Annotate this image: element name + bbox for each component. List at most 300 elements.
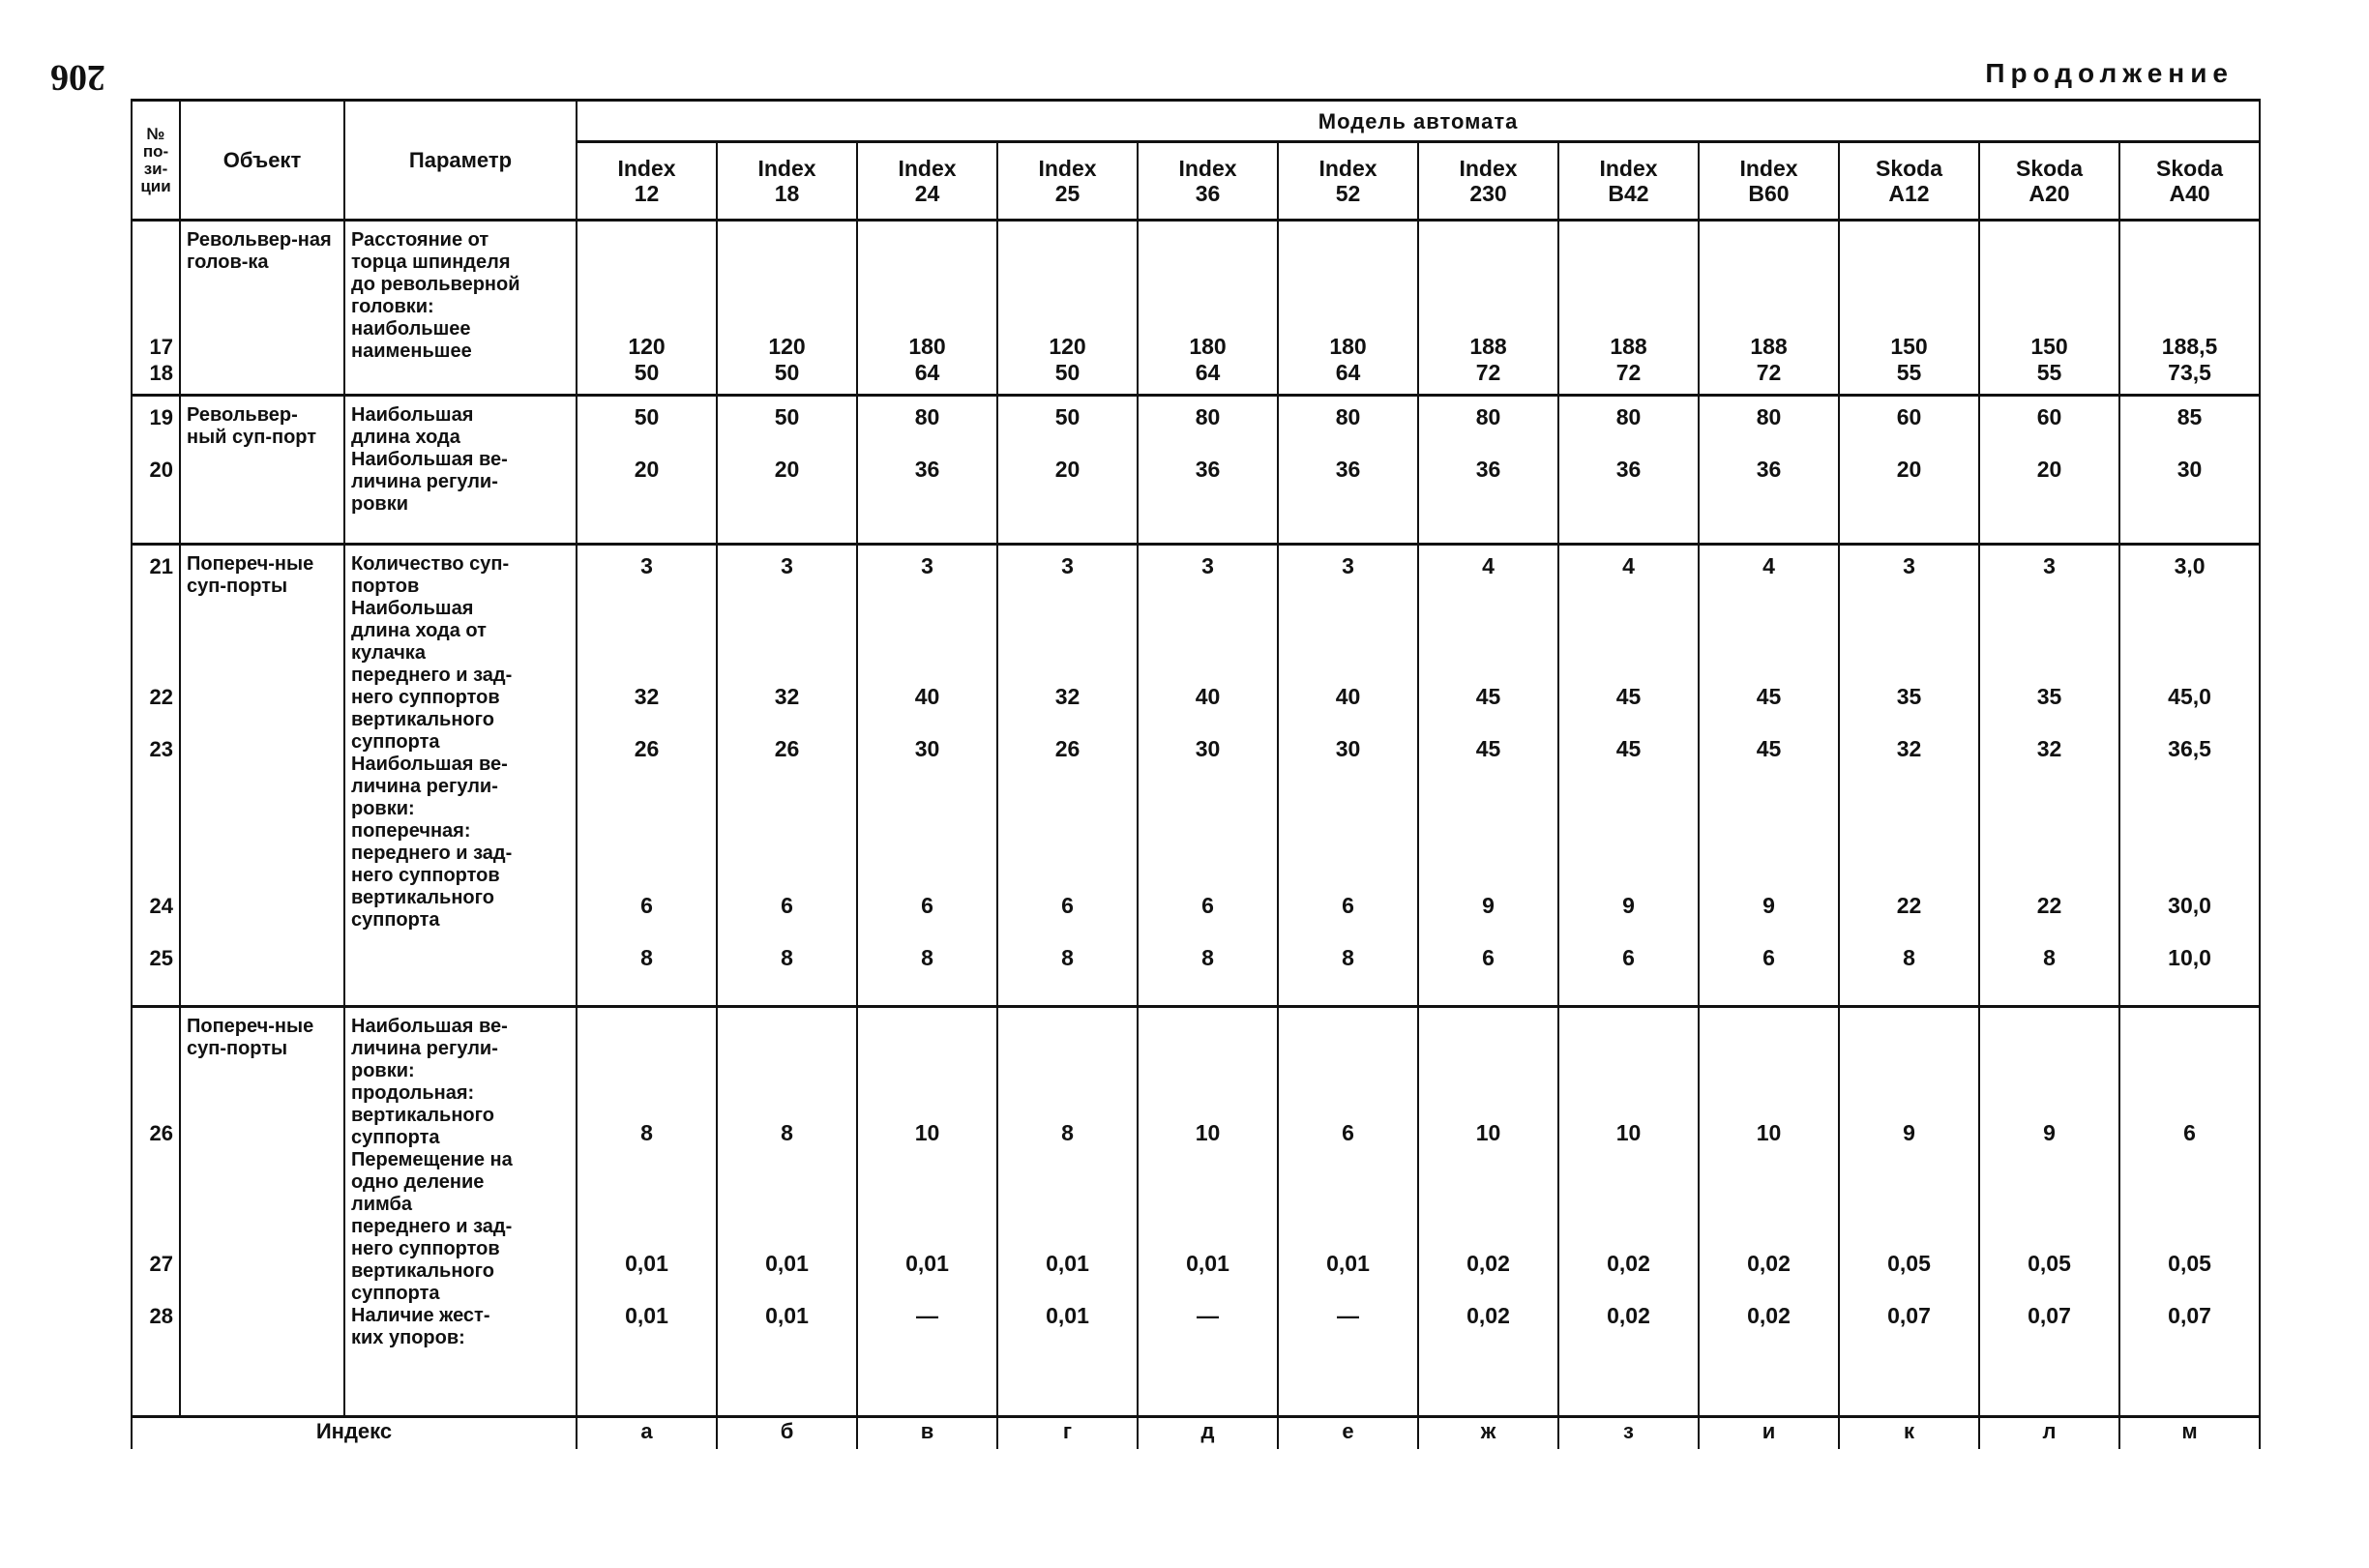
value-cell bbox=[1418, 396, 1558, 545]
value: 10 bbox=[1615, 1120, 1642, 1145]
value-cell bbox=[997, 221, 1138, 396]
value: 20 bbox=[1896, 457, 1922, 482]
value: 64 bbox=[914, 360, 940, 385]
model-header bbox=[1558, 142, 1699, 221]
value: 45 bbox=[1475, 684, 1501, 709]
value: 60 bbox=[1896, 404, 1922, 429]
value: 30 bbox=[914, 736, 940, 761]
model-number: B42 bbox=[1608, 181, 1649, 206]
value: 50 bbox=[634, 360, 660, 385]
index-letter: л bbox=[1979, 1417, 2119, 1450]
value: 40 bbox=[1195, 684, 1221, 709]
position-number: 25 bbox=[149, 946, 173, 970]
value-cell bbox=[1979, 221, 2119, 396]
table-row bbox=[132, 545, 2260, 1007]
model-name: Index bbox=[898, 156, 957, 181]
index-letter: з bbox=[1558, 1417, 1699, 1450]
value: 3 bbox=[1342, 553, 1354, 578]
value-cell bbox=[2119, 221, 2260, 396]
parameter-line: суппорта bbox=[351, 909, 440, 931]
parameter-line: личина регули- bbox=[351, 1038, 498, 1059]
value: 0,02 bbox=[1466, 1303, 1510, 1328]
value-cell bbox=[2119, 545, 2260, 1007]
value: 3 bbox=[640, 553, 653, 578]
parameter-line: вертикального bbox=[351, 887, 494, 908]
value-cell bbox=[1699, 1007, 1839, 1417]
value: 36 bbox=[1756, 457, 1782, 482]
value: 0,01 bbox=[1326, 1251, 1370, 1276]
value: 36,5 bbox=[2168, 736, 2211, 761]
value: 26 bbox=[774, 736, 800, 761]
value: 0,05 bbox=[1887, 1251, 1931, 1276]
value: 9 bbox=[1482, 893, 1495, 918]
model-header bbox=[2119, 142, 2260, 221]
value: 150 bbox=[2030, 334, 2068, 359]
value: 72 bbox=[1615, 360, 1642, 385]
parameter-cell bbox=[344, 396, 577, 545]
value: 80 bbox=[1615, 404, 1642, 429]
value-cell bbox=[1278, 396, 1418, 545]
value: 35 bbox=[2036, 684, 2062, 709]
parameter-line: кулачка bbox=[351, 642, 426, 664]
position-cell bbox=[132, 221, 180, 396]
value: 26 bbox=[1054, 736, 1081, 761]
value: 36 bbox=[1195, 457, 1221, 482]
value: 50 bbox=[1054, 360, 1081, 385]
value-cell bbox=[1839, 396, 1979, 545]
parameter-line: наибольшее bbox=[351, 318, 471, 340]
value-cell bbox=[1278, 545, 1418, 1007]
parameter-line: лимба bbox=[351, 1194, 413, 1215]
parameter-line: портов bbox=[351, 576, 420, 597]
value: 150 bbox=[1890, 334, 1928, 359]
value: 10 bbox=[1195, 1120, 1221, 1145]
value: 4 bbox=[1762, 553, 1775, 578]
parameter-group bbox=[132, 1007, 2260, 1417]
value: 36 bbox=[1335, 457, 1361, 482]
value: 8 bbox=[640, 945, 653, 970]
parameter-line: длина хода от bbox=[351, 620, 487, 641]
value: 35 bbox=[1896, 684, 1922, 709]
parameter-column-header: Параметр bbox=[344, 101, 577, 221]
value: 180 bbox=[1189, 334, 1227, 359]
value: 6 bbox=[640, 893, 653, 918]
value: 180 bbox=[908, 334, 946, 359]
value-cell bbox=[1418, 1007, 1558, 1417]
parameter-cell bbox=[344, 545, 577, 1007]
value: 30 bbox=[1195, 736, 1221, 761]
object-cell: Револьвер-ная голов-ка bbox=[180, 221, 344, 396]
value-cell bbox=[717, 221, 857, 396]
model-group-header: Модель автомата bbox=[577, 101, 2260, 142]
parameter-line: личина регули- bbox=[351, 471, 498, 492]
parameter-table bbox=[131, 99, 2261, 1449]
value: 9 bbox=[1903, 1120, 1915, 1145]
parameter-line: суппорта bbox=[351, 1127, 440, 1148]
model-number: A40 bbox=[2169, 181, 2210, 206]
value: 36 bbox=[914, 457, 940, 482]
value: 188 bbox=[1750, 334, 1788, 359]
parameter-line: торца шпинделя bbox=[351, 251, 511, 273]
value: 45 bbox=[1615, 684, 1642, 709]
position-number: 21 bbox=[149, 554, 173, 578]
value-cell bbox=[1699, 396, 1839, 545]
value-cell bbox=[1699, 221, 1839, 396]
value: 0,02 bbox=[1747, 1251, 1791, 1276]
value: 80 bbox=[1335, 404, 1361, 429]
position-cell bbox=[132, 1007, 180, 1417]
value: 45 bbox=[1475, 736, 1501, 761]
model-name: Index bbox=[1739, 156, 1798, 181]
model-header bbox=[1839, 142, 1979, 221]
parameter-line: Количество суп- bbox=[351, 553, 510, 575]
parameter-line: вертикального bbox=[351, 1105, 494, 1126]
value: 180 bbox=[1329, 334, 1367, 359]
index-letter: г bbox=[997, 1417, 1138, 1450]
value: 36 bbox=[1615, 457, 1642, 482]
value: 73,5 bbox=[2168, 360, 2211, 385]
value: 10 bbox=[1475, 1120, 1501, 1145]
value: 4 bbox=[1622, 553, 1635, 578]
index-letter: ж bbox=[1418, 1417, 1558, 1450]
value: 80 bbox=[1195, 404, 1221, 429]
parameter-line: переднего и зад- bbox=[351, 843, 513, 864]
model-number: 36 bbox=[1195, 181, 1221, 206]
parameter-line: Наибольшая bbox=[351, 404, 474, 426]
index-label: Индекс bbox=[132, 1417, 577, 1450]
value: 45 bbox=[1756, 684, 1782, 709]
value: 8 bbox=[921, 945, 933, 970]
position-number: 17 bbox=[149, 335, 173, 359]
model-header bbox=[1278, 142, 1418, 221]
value: 8 bbox=[781, 1120, 793, 1145]
value-cell bbox=[1979, 545, 2119, 1007]
position-number: 27 bbox=[149, 1252, 173, 1276]
value: 8 bbox=[1903, 945, 1915, 970]
value-cell bbox=[857, 221, 997, 396]
value-cell bbox=[717, 1007, 857, 1417]
value: 40 bbox=[1335, 684, 1361, 709]
value-cell bbox=[1558, 221, 1699, 396]
value-cell bbox=[997, 545, 1138, 1007]
value-cell bbox=[1418, 545, 1558, 1007]
value: 26 bbox=[634, 736, 660, 761]
parameter-line: вертикального bbox=[351, 709, 494, 730]
parameter-line: Наличие жест- bbox=[351, 1305, 490, 1326]
model-number: 230 bbox=[1469, 181, 1507, 206]
value: 120 bbox=[628, 334, 666, 359]
model-number: B60 bbox=[1748, 181, 1790, 206]
value: 20 bbox=[634, 457, 660, 482]
object-column-header: Объект bbox=[180, 101, 344, 221]
position-number: 28 bbox=[149, 1304, 173, 1328]
value-cell bbox=[577, 1007, 717, 1417]
value: 20 bbox=[2036, 457, 2062, 482]
value: 72 bbox=[1756, 360, 1782, 385]
parameter-line: ровки: bbox=[351, 798, 415, 819]
value: 6 bbox=[781, 893, 793, 918]
table-row bbox=[132, 1007, 2260, 1417]
value-cell bbox=[577, 221, 717, 396]
parameter-line: ровки bbox=[351, 493, 409, 515]
parameter-line: Перемещение на bbox=[351, 1149, 513, 1170]
value: 20 bbox=[1054, 457, 1081, 482]
value: 0,02 bbox=[1466, 1251, 1510, 1276]
value-cell bbox=[577, 545, 717, 1007]
value: 9 bbox=[1622, 893, 1635, 918]
index-letter: а bbox=[577, 1417, 717, 1450]
value: 6 bbox=[1342, 893, 1354, 918]
value: 6 bbox=[1061, 893, 1074, 918]
value: 22 bbox=[2036, 893, 2062, 918]
index-letter: м bbox=[2119, 1417, 2260, 1450]
value: 50 bbox=[1054, 404, 1081, 429]
value: 60 bbox=[2036, 404, 2062, 429]
value-cell bbox=[1839, 221, 1979, 396]
value-cell bbox=[2119, 396, 2260, 545]
index-letter: е bbox=[1278, 1417, 1418, 1450]
value-cell bbox=[857, 545, 997, 1007]
value: 32 bbox=[1054, 684, 1081, 709]
parameter-line: одно деление bbox=[351, 1171, 485, 1193]
value: 80 bbox=[1756, 404, 1782, 429]
value-cell bbox=[857, 1007, 997, 1417]
value: 55 bbox=[1896, 360, 1922, 385]
model-name: Index bbox=[1038, 156, 1097, 181]
parameter-group bbox=[132, 221, 2260, 396]
position-number: 19 bbox=[149, 405, 173, 429]
value-cell bbox=[1558, 545, 1699, 1007]
position-number: 22 bbox=[149, 685, 173, 709]
value: 0,05 bbox=[2028, 1251, 2071, 1276]
value: 10 bbox=[914, 1120, 940, 1145]
value: 32 bbox=[774, 684, 800, 709]
value: 30,0 bbox=[2168, 893, 2211, 918]
value-cell bbox=[1278, 221, 1418, 396]
model-number: 25 bbox=[1054, 181, 1081, 206]
value: 32 bbox=[1896, 736, 1922, 761]
value: 80 bbox=[1475, 404, 1501, 429]
value: 3 bbox=[1061, 553, 1074, 578]
value-cell bbox=[857, 396, 997, 545]
value-cell bbox=[1138, 396, 1278, 545]
value-cell bbox=[1699, 545, 1839, 1007]
value: 9 bbox=[2043, 1120, 2056, 1145]
value: 64 bbox=[1195, 360, 1221, 385]
parameter-group bbox=[132, 545, 2260, 1007]
value: 30 bbox=[1335, 736, 1361, 761]
value: 6 bbox=[1201, 893, 1214, 918]
position-column-header: № по-зи-ции bbox=[132, 101, 180, 221]
parameter-group bbox=[132, 396, 2260, 545]
value: 0,07 bbox=[1887, 1303, 1931, 1328]
parameter-line: ких упоров: bbox=[351, 1327, 465, 1348]
parameter-line: головки: bbox=[351, 296, 434, 317]
value: 3 bbox=[2043, 553, 2056, 578]
model-header bbox=[1138, 142, 1278, 221]
value: 50 bbox=[774, 404, 800, 429]
value: 8 bbox=[640, 1120, 653, 1145]
parameter-line: Наибольшая ве- bbox=[351, 449, 508, 470]
index-letter: б bbox=[717, 1417, 857, 1450]
value-cell bbox=[997, 396, 1138, 545]
value-cell bbox=[1138, 545, 1278, 1007]
model-name: Index bbox=[1459, 156, 1518, 181]
value: 120 bbox=[768, 334, 806, 359]
model-header bbox=[1979, 142, 2119, 221]
value-cell bbox=[1138, 1007, 1278, 1417]
position-number: 20 bbox=[149, 458, 173, 482]
page-number: 206 bbox=[50, 57, 105, 98]
parameter-table-container bbox=[131, 99, 2259, 1449]
parameter-line: до револьверной bbox=[351, 274, 520, 295]
model-name: Index bbox=[1599, 156, 1658, 181]
model-header bbox=[717, 142, 857, 221]
parameter-line: ровки: bbox=[351, 1060, 415, 1081]
model-name: Skoda bbox=[1875, 156, 1943, 181]
value: 120 bbox=[1049, 334, 1086, 359]
index-letter: д bbox=[1138, 1417, 1278, 1450]
value: 0,01 bbox=[1046, 1251, 1089, 1276]
value-cell bbox=[717, 545, 857, 1007]
value: 8 bbox=[1061, 1120, 1074, 1145]
value: 45 bbox=[1615, 736, 1642, 761]
value: 6 bbox=[1622, 945, 1635, 970]
parameter-line: него суппортов bbox=[351, 865, 500, 886]
value: 3 bbox=[1903, 553, 1915, 578]
value-cell bbox=[1278, 1007, 1418, 1417]
position-number: 26 bbox=[149, 1121, 173, 1145]
value: 85 bbox=[2177, 404, 2203, 429]
value: 3 bbox=[921, 553, 933, 578]
object-cell: Револьвер-ный суп-порт bbox=[180, 396, 344, 545]
value: 0,01 bbox=[625, 1303, 668, 1328]
parameter-line: него суппортов bbox=[351, 687, 500, 708]
parameter-line: личина регули- bbox=[351, 776, 498, 797]
position-number: 23 bbox=[149, 737, 173, 761]
value-cell bbox=[1839, 1007, 1979, 1417]
value: — bbox=[1197, 1303, 1219, 1328]
model-header bbox=[1699, 142, 1839, 221]
parameter-line: наименьшее bbox=[351, 340, 472, 362]
object-cell: Попереч-ные суп-порты bbox=[180, 1007, 344, 1417]
value: 10 bbox=[1756, 1120, 1782, 1145]
value: — bbox=[1337, 1303, 1359, 1328]
continuation-label: Продолжение bbox=[1985, 58, 2234, 88]
model-number: 24 bbox=[914, 181, 940, 206]
value: 0,01 bbox=[625, 1251, 668, 1276]
parameter-line: Расстояние от bbox=[351, 229, 489, 251]
parameter-cell bbox=[344, 221, 577, 396]
value: 9 bbox=[1762, 893, 1775, 918]
model-number: A12 bbox=[1888, 181, 1930, 206]
value: 0,02 bbox=[1607, 1251, 1650, 1276]
value: 6 bbox=[921, 893, 933, 918]
value: 20 bbox=[774, 457, 800, 482]
model-name: Index bbox=[757, 156, 816, 181]
model-name: Index bbox=[1318, 156, 1377, 181]
model-number: 12 bbox=[634, 181, 660, 206]
model-number: A20 bbox=[2028, 181, 2070, 206]
parameter-line: переднего и зад- bbox=[351, 1216, 513, 1237]
value: 50 bbox=[634, 404, 660, 429]
table-row bbox=[132, 396, 2260, 545]
model-number: 18 bbox=[774, 181, 800, 206]
value: 8 bbox=[2043, 945, 2056, 970]
value-cell bbox=[997, 1007, 1138, 1417]
value: 8 bbox=[781, 945, 793, 970]
value-cell bbox=[1839, 545, 1979, 1007]
model-number: 52 bbox=[1335, 181, 1361, 206]
value-cell bbox=[1558, 1007, 1699, 1417]
value: 32 bbox=[634, 684, 660, 709]
value-cell bbox=[1138, 221, 1278, 396]
value: 0,07 bbox=[2028, 1303, 2071, 1328]
value: 8 bbox=[1201, 945, 1214, 970]
value: 8 bbox=[1061, 945, 1074, 970]
value: 0,02 bbox=[1747, 1303, 1791, 1328]
value: 80 bbox=[914, 404, 940, 429]
parameter-line: длина хода bbox=[351, 427, 460, 448]
parameter-line: Наибольшая ве- bbox=[351, 754, 508, 775]
parameter-line: суппорта bbox=[351, 731, 440, 753]
index-letter: к bbox=[1839, 1417, 1979, 1450]
value: 3 bbox=[1201, 553, 1214, 578]
position-number: 24 bbox=[149, 894, 173, 918]
value: 6 bbox=[1342, 1120, 1354, 1145]
parameter-line: Наибольшая bbox=[351, 598, 474, 619]
index-row bbox=[132, 1417, 2260, 1450]
value: 188 bbox=[1610, 334, 1647, 359]
model-name: Index bbox=[1178, 156, 1237, 181]
model-name: Index bbox=[617, 156, 676, 181]
parameter-line: переднего и зад- bbox=[351, 665, 513, 686]
model-header bbox=[997, 142, 1138, 221]
position-cell bbox=[132, 396, 180, 545]
value: 188,5 bbox=[2161, 334, 2218, 359]
index-letter: и bbox=[1699, 1417, 1839, 1450]
value: 188 bbox=[1469, 334, 1507, 359]
parameter-line: него суппортов bbox=[351, 1238, 500, 1259]
value: 3,0 bbox=[2174, 553, 2206, 578]
value: — bbox=[916, 1303, 938, 1328]
model-header bbox=[857, 142, 997, 221]
position-number: 18 bbox=[149, 361, 173, 385]
table-header bbox=[132, 101, 2260, 221]
value: 45 bbox=[1756, 736, 1782, 761]
value: 0,07 bbox=[2168, 1303, 2211, 1328]
value: 0,01 bbox=[1186, 1251, 1229, 1276]
value: 6 bbox=[1762, 945, 1775, 970]
value: 30 bbox=[2177, 457, 2203, 482]
value-cell bbox=[717, 396, 857, 545]
parameter-line: суппорта bbox=[351, 1283, 440, 1304]
value: 0,01 bbox=[765, 1251, 809, 1276]
model-header bbox=[577, 142, 717, 221]
model-header bbox=[1418, 142, 1558, 221]
value-cell bbox=[1979, 396, 2119, 545]
value-cell bbox=[2119, 1007, 2260, 1417]
value: 0,02 bbox=[1607, 1303, 1650, 1328]
value: 0,01 bbox=[765, 1303, 809, 1328]
model-name: Skoda bbox=[2156, 156, 2224, 181]
value: 0,05 bbox=[2168, 1251, 2211, 1276]
value: 32 bbox=[2036, 736, 2062, 761]
parameter-line: продольная: bbox=[351, 1082, 475, 1104]
object-cell: Попереч-ные суп-порты bbox=[180, 545, 344, 1007]
value: 4 bbox=[1482, 553, 1495, 578]
parameter-line: Наибольшая ве- bbox=[351, 1016, 508, 1037]
